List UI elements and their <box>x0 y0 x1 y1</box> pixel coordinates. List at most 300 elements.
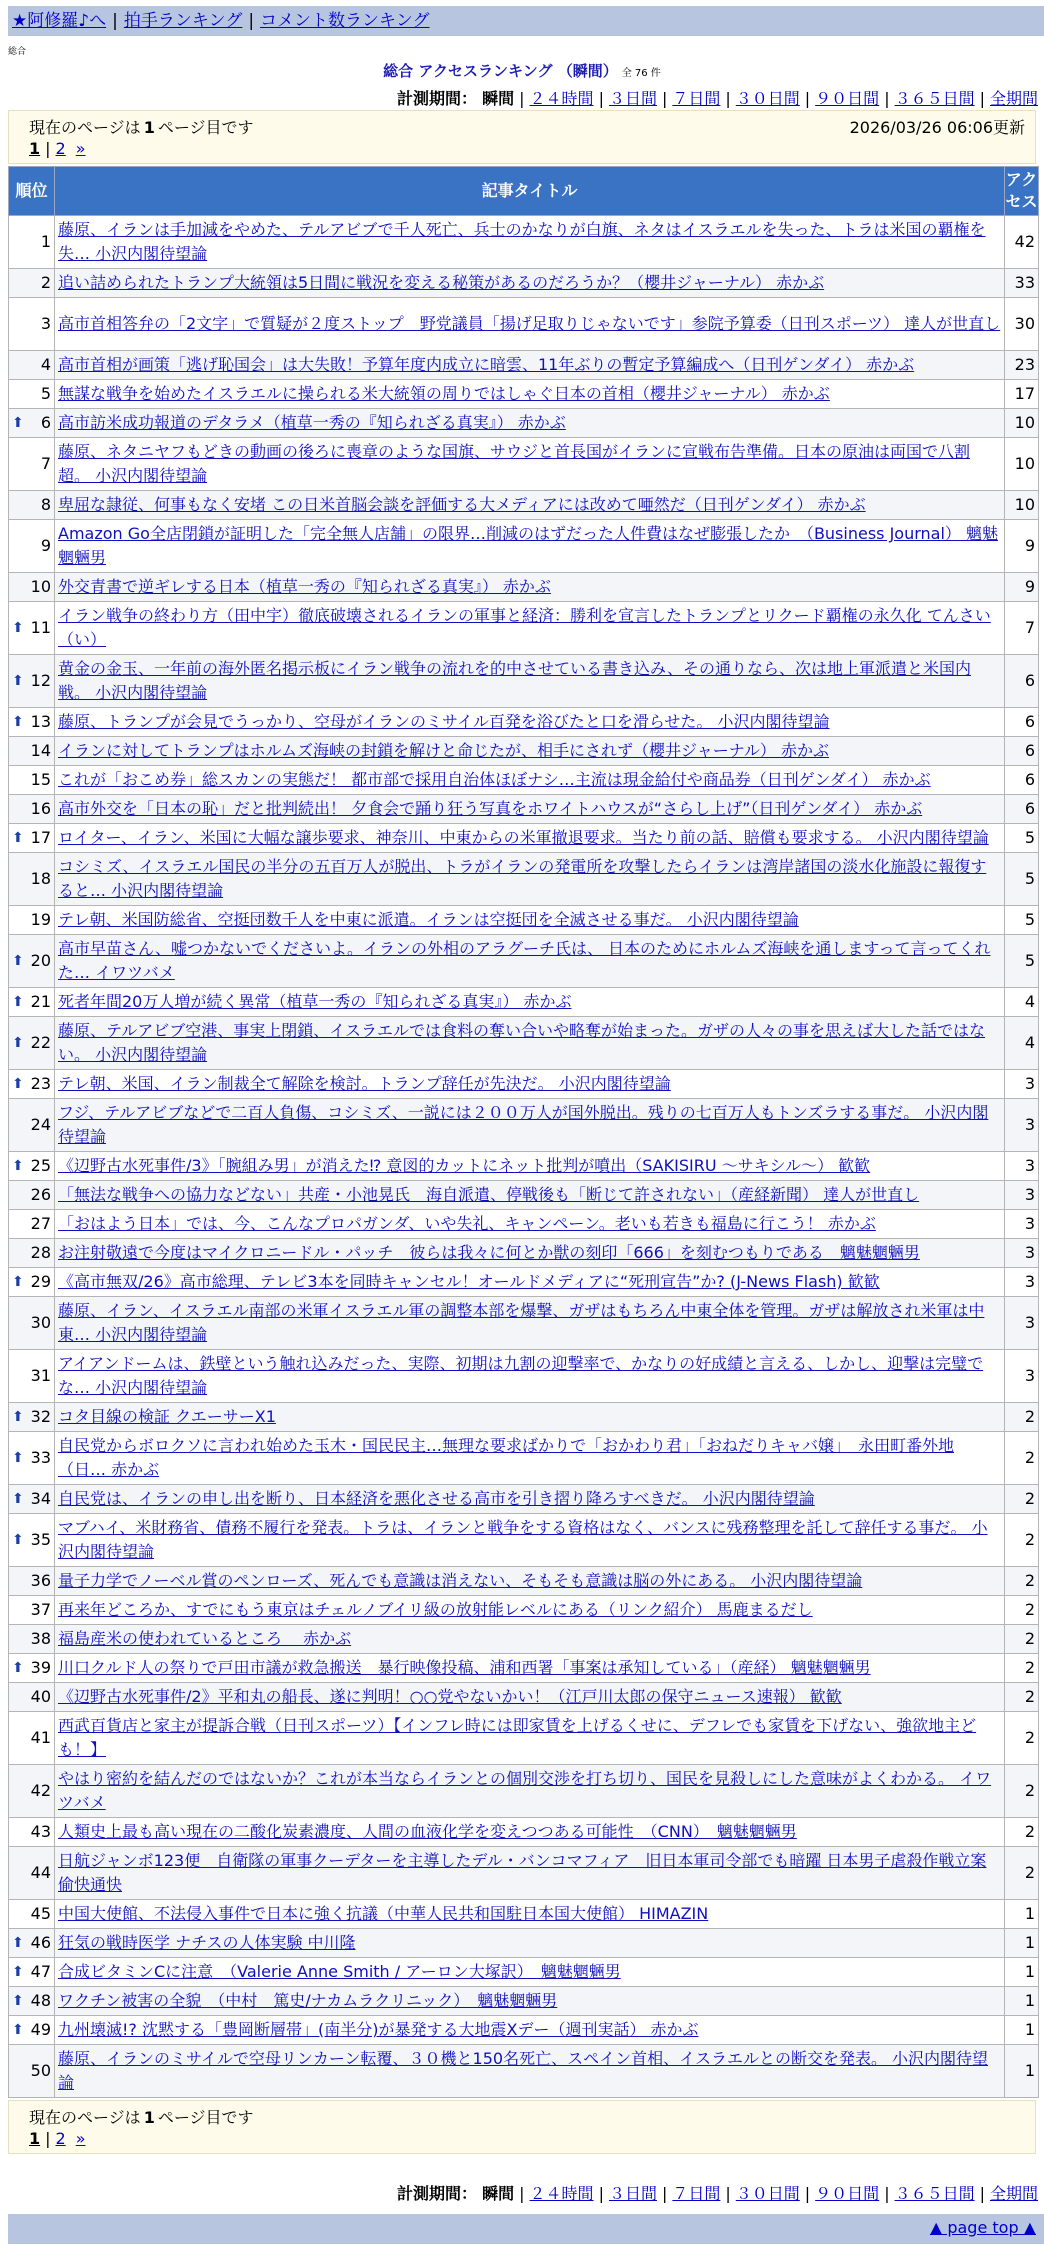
access-count: 6 <box>1005 795 1039 824</box>
title-cell <box>55 655 1005 708</box>
table-row <box>9 1485 1039 1514</box>
access-count: 30 <box>1005 298 1039 351</box>
rank-cell <box>9 1181 55 1210</box>
page-title-text: 総合 アクセスランキング （瞬間） <box>383 62 618 80</box>
access-count: 2 <box>1005 1712 1039 1765</box>
article-link[interactable]: 高市訪米成功報道のデタラメ（植草一秀の『知られざる真実』） 赤かぶ <box>58 413 566 432</box>
access-count: 7 <box>1005 602 1039 655</box>
period-link-30d[interactable]: ３０日間 <box>735 2184 800 2203</box>
table-row <box>9 708 1039 737</box>
period-label: 計測期間： <box>397 89 478 108</box>
title-cell <box>55 708 1005 737</box>
article-link[interactable]: 高市首相が画策「逃げ恥国会」は大失敗！予算年度内成立に暗雲、11年ぶりの暫定予算編成へ（日刊ゲンダイ） 赤かぶ <box>58 355 915 374</box>
period-link-365d[interactable]: ３６５日間 <box>894 89 975 108</box>
period-link-all[interactable]: 全期間 <box>989 2184 1038 2203</box>
table-row <box>9 906 1039 935</box>
table-row <box>9 1403 1039 1432</box>
article-link[interactable]: 藤原、イラン、イスラエル南部の米軍イスラエル軍の調整本部を爆撃、ガザはもちろん中東全体を管理。ガザは解放され米軍は中東… 小沢内閣待望論 <box>58 1301 985 1344</box>
rank-cell <box>9 491 55 520</box>
rank-up-arrow-icon: ⬆ <box>12 1076 24 1092</box>
access-count: 6 <box>1005 708 1039 737</box>
table-row <box>9 1818 1039 1847</box>
pager: 1 | 2 » <box>29 2129 86 2148</box>
rank-number: 48 <box>30 1991 51 2010</box>
rank-number: 37 <box>30 1600 51 1619</box>
rank-cell <box>9 1239 55 1268</box>
nav-separator: | <box>112 11 118 31</box>
access-count: 6 <box>1005 655 1039 708</box>
period-link-365d[interactable]: ３６５日間 <box>894 2184 975 2203</box>
rank-cell <box>9 1987 55 2016</box>
article-link[interactable]: マブハイ、米財務省、債務不履行を発表。トラは、イランと戦争をする資格はなく、バンスに残務整理を託して辞任する事だ。 小沢内閣待望論 <box>58 1518 988 1561</box>
access-count: 9 <box>1005 520 1039 573</box>
period-selector-bottom: 計測期間： 瞬間 | ２４時間 | ３日間 | ７日間 | ３０日間 | ９０日間 | ３６５日間 | 全期間 <box>397 2184 1038 2203</box>
title-cell <box>55 795 1005 824</box>
pager-page-2[interactable]: 2 <box>55 2129 66 2148</box>
rank-cell <box>9 655 55 708</box>
article-link[interactable]: 卑屈な隷従、何事もなく安堵 この日米首脳会談を評価する大メディアには改めて唖然だ（日刊ゲンダイ） 赤かぶ <box>58 495 866 514</box>
rank-cell <box>9 351 55 380</box>
article-link[interactable]: 狂気の戦時医学 ナチスの人体実験 中川隆 <box>58 1933 356 1952</box>
access-count: 4 <box>1005 988 1039 1017</box>
total-count: 全 76 件 <box>621 68 661 79</box>
access-count: 4 <box>1005 1017 1039 1070</box>
page-top-bar <box>8 2214 1044 2244</box>
access-count: 1 <box>1005 1929 1039 1958</box>
rank-number: 29 <box>30 1272 51 1291</box>
title-cell <box>55 1712 1005 1765</box>
period-link-7d[interactable]: ７日間 <box>672 89 721 108</box>
article-link[interactable]: 無謀な戦争を始めたイスラエルに操られる米大統領の周りではしゃぐ日本の首相（櫻井ジャーナル） 赤かぶ <box>58 384 830 403</box>
article-link[interactable]: 死者年間20万人増が続く異常（植草一秀の『知られざる真実』） 赤かぶ <box>58 992 572 1011</box>
table-row <box>9 2016 1039 2045</box>
rank-up-arrow-icon: ⬆ <box>12 1450 24 1466</box>
title-cell <box>55 1596 1005 1625</box>
table-row <box>9 1654 1039 1683</box>
period-current: 瞬間 <box>482 2184 515 2203</box>
rank-cell <box>9 602 55 655</box>
rank-number: 49 <box>30 2020 51 2039</box>
article-link[interactable]: Amazon Go全店閉鎖が証明した「完全無人店舗」の限界…削減のはずだった人件費はなぜ膨張したか （Business Journal） 魑魅魍魎男 <box>58 524 999 567</box>
article-link[interactable]: 藤原、ネタニヤフもどきの動画の後ろに喪章のような国旗、サウジと首長国がイランに宣戦布告準備。日本の原油は両国で八割超。 小沢内閣待望論 <box>58 442 971 485</box>
rank-number: 7 <box>40 454 51 473</box>
access-count: 6 <box>1005 737 1039 766</box>
access-count: 42 <box>1005 216 1039 269</box>
title-cell <box>55 1654 1005 1683</box>
rank-number: 21 <box>30 992 51 1011</box>
article-link[interactable]: 自民党は、イランの申し出を断り、日本経済を悪化させる高市を引き摺り降ろすべきだ。 小沢内閣待望論 <box>58 1489 815 1508</box>
access-count: 2 <box>1005 1432 1039 1485</box>
rank-number: 36 <box>30 1571 51 1590</box>
rank-number: 35 <box>30 1530 51 1549</box>
access-count: 6 <box>1005 766 1039 795</box>
access-count: 1 <box>1005 1900 1039 1929</box>
rank-number: 12 <box>30 671 51 690</box>
rank-cell <box>9 1596 55 1625</box>
rank-cell <box>9 298 55 351</box>
rank-up-arrow-icon: ⬆ <box>12 1035 24 1051</box>
rank-number: 27 <box>30 1214 51 1233</box>
period-link-30d[interactable]: ３０日間 <box>735 89 800 108</box>
title-cell <box>55 1181 1005 1210</box>
ranking-table-body <box>9 216 1039 2098</box>
article-link[interactable]: イラン戦争の終わり方（田中宇）徹底破壊されるイランの軍事と経済：勝利を宣言したトランプとリクード覇権の永久化 てんさい（い） <box>58 606 991 649</box>
title-cell <box>55 1268 1005 1297</box>
access-count: 3 <box>1005 1268 1039 1297</box>
rank-cell <box>9 1485 55 1514</box>
article-link[interactable]: イランに対してトランプはホルムズ海峡の封鎖を解けと命じたが、相手にされず（櫻井ジャーナル） 赤かぶ <box>58 741 830 760</box>
article-link[interactable]: 「無法な戦争への協力などない」共産・小池晃氏 海自派遣、停戦後も「断じて許されない」（産経新聞） 達人が世直し <box>58 1185 920 1204</box>
ranking-table <box>8 166 1039 2098</box>
title-cell <box>55 216 1005 269</box>
rank-cell <box>9 1818 55 1847</box>
table-row <box>9 1210 1039 1239</box>
period-link-all[interactable]: 全期間 <box>989 89 1038 108</box>
title-cell <box>55 906 1005 935</box>
table-row <box>9 438 1039 491</box>
period-link-24h[interactable]: ２４時間 <box>529 2184 594 2203</box>
table-row <box>9 520 1039 573</box>
rank-cell <box>9 1152 55 1181</box>
table-row <box>9 1765 1039 1818</box>
rank-cell <box>9 1567 55 1596</box>
article-link[interactable]: アイアンドームは、鉄壁という触れ込みだった、実際、初期は九割の迎撃率で、かなりの好成績と言える、しかし、迎撃は完璧でな… 小沢内閣待望論 <box>58 1354 984 1397</box>
article-link[interactable]: 日航ジャンボ123便 自衛隊の軍事クーデターを主導したデル・バンコマフィア 旧日本軍司令部でも暗躍 日本男子虐殺作戦立案偷快通快 <box>58 1851 987 1894</box>
table-row <box>9 655 1039 708</box>
rank-up-arrow-icon: ⬆ <box>12 1532 24 1548</box>
table-row <box>9 853 1039 906</box>
rank-number: 20 <box>30 951 51 970</box>
article-link[interactable]: 合成ビタミンCに注意 （Valerie Anne Smith / アーロン大塚訳） 魑魅魍魎男 <box>58 1962 621 1981</box>
rank-number: 32 <box>30 1407 51 1426</box>
rank-up-arrow-icon: ⬆ <box>12 1158 24 1174</box>
table-row <box>9 1297 1039 1350</box>
table-row <box>9 1017 1039 1070</box>
table-row <box>9 1514 1039 1567</box>
rank-up-arrow-icon: ⬆ <box>12 1964 24 1980</box>
article-link[interactable]: 川口クルド人の祭りで戸田市議が救急搬送 暴行映像投稿、浦和西署「事案は承知している」（産経） 魑魅魍魎男 <box>58 1658 871 1677</box>
rank-cell <box>9 824 55 853</box>
title-cell <box>55 766 1005 795</box>
article-link[interactable]: 高市早苗さん、嘘つかないでくださいよ。イランの外相のアラグーチ氏は、 日本のためにホルムズ海峡を通しますって言ってくれた… イワツバメ <box>58 939 991 982</box>
table-row <box>9 351 1039 380</box>
rank-cell <box>9 766 55 795</box>
access-count: 23 <box>1005 351 1039 380</box>
table-row <box>9 491 1039 520</box>
page-status-text: 現在のページは 1 ページ目です <box>29 118 254 137</box>
rank-number: 47 <box>30 1962 51 1981</box>
table-row <box>9 824 1039 853</box>
rank-cell <box>9 1432 55 1485</box>
access-count: 3 <box>1005 1297 1039 1350</box>
table-row <box>9 1432 1039 1485</box>
rank-number: 19 <box>30 910 51 929</box>
article-link[interactable]: 藤原、トランプが会見でうっかり、空母がイランのミサイル百発を浴びたと口を滑らせた。 小沢内閣待望論 <box>58 712 830 731</box>
rank-cell <box>9 216 55 269</box>
rank-up-arrow-icon: ⬆ <box>12 994 24 1010</box>
rank-up-arrow-icon: ⬆ <box>12 1660 24 1676</box>
nav-clap-ranking-link[interactable]: 拍手ランキング <box>123 11 243 31</box>
pager-next[interactable]: » <box>75 2129 86 2148</box>
pager-next[interactable]: » <box>75 139 86 158</box>
rank-cell <box>9 1297 55 1350</box>
rank-number: 16 <box>30 799 51 818</box>
rank-number: 2 <box>40 273 51 292</box>
category-tag: 総合 <box>8 47 27 57</box>
article-link[interactable]: 西武百貨店と家主が提訴合戦（日刊スポーツ）【インフレ時には即家賃を上げるくせに、デフレでも家賃を下げない、強欲地主ども！】 <box>58 1716 977 1759</box>
article-link[interactable]: 藤原、イランのミサイルで空母リンカーン転覆、３０機と150名死亡、スペイン首相、イスラエルとの断交を発表。 小沢内閣待望論 <box>58 2049 989 2092</box>
article-link[interactable]: 《辺野古水死事件/3》「腕組み男」が消えた⁉ 意図的カットにネット批判が噴出（SAKISIRU ～サキシル～） 歓歓 <box>58 1156 871 1175</box>
table-row <box>9 409 1039 438</box>
rank-up-arrow-icon: ⬆ <box>12 1409 24 1425</box>
access-count: 2 <box>1005 1683 1039 1712</box>
title-cell <box>55 1485 1005 1514</box>
rank-cell <box>9 1625 55 1654</box>
page-title <box>0 60 1044 81</box>
article-link[interactable]: コシミズ、イスラエル国民の半分の五百万人が脱出、トラがイランの発電所を攻撃したらイランは湾岸諸国の淡水化施設に報復すると… 小沢内閣待望論 <box>58 857 987 900</box>
rank-cell <box>9 1210 55 1239</box>
rank-number: 50 <box>30 2061 51 2080</box>
article-link[interactable]: 藤原、テルアビブ空港、事実上閉鎖、イスラエルでは食料の奪い合いや略奪が始まった。ガザの人々の事を思えば大した話ではない。 小沢内閣待望論 <box>58 1021 986 1064</box>
article-link[interactable]: 外交青書で逆ギレする日本（植草一秀の『知られざる真実』） 赤かぶ <box>58 577 551 596</box>
pager-page-2[interactable]: 2 <box>55 139 66 158</box>
rank-up-arrow-icon: ⬆ <box>12 620 24 636</box>
rank-number: 15 <box>30 770 51 789</box>
access-count: 33 <box>1005 269 1039 298</box>
access-count: 3 <box>1005 1070 1039 1099</box>
access-count: 10 <box>1005 409 1039 438</box>
table-row <box>9 1596 1039 1625</box>
article-link[interactable]: 中国大使館、不法侵入事件で日本に強く抗議（中華人民共和国駐日本国大使館） HIMAZIN <box>58 1904 709 1923</box>
rank-cell <box>9 1070 55 1099</box>
rank-number: 4 <box>40 355 51 374</box>
rank-cell <box>9 1712 55 1765</box>
table-row <box>9 766 1039 795</box>
page-status-panel-bottom <box>8 2100 1036 2154</box>
rank-cell <box>9 520 55 573</box>
rank-up-arrow-icon: ⬆ <box>12 1274 24 1290</box>
table-row <box>9 269 1039 298</box>
title-cell <box>55 1514 1005 1567</box>
access-count: 9 <box>1005 573 1039 602</box>
access-count: 1 <box>1005 1987 1039 2016</box>
title-cell <box>55 988 1005 1017</box>
article-link[interactable]: 「おはよう日本」では、今、こんなプロパガンダ、いや失礼、キャンペーン。老いも若きも福島に行こう！ 赤かぶ <box>58 1214 876 1233</box>
period-link-3d[interactable]: ３日間 <box>608 89 657 108</box>
title-cell <box>55 1152 1005 1181</box>
rank-up-arrow-icon: ⬆ <box>12 2022 24 2038</box>
access-count: 3 <box>1005 1152 1039 1181</box>
access-count: 3 <box>1005 1350 1039 1403</box>
article-link[interactable]: テレ朝、米国防総省、空挺団数千人を中東に派遣。イランは空挺団を全滅させる事だ。 小沢内閣待望論 <box>58 910 799 929</box>
pager-current-page[interactable]: 1 <box>29 2129 41 2148</box>
rank-number: 34 <box>30 1489 51 1508</box>
title-cell <box>55 1567 1005 1596</box>
rank-cell <box>9 1958 55 1987</box>
access-count: 2 <box>1005 1567 1039 1596</box>
rank-cell <box>9 573 55 602</box>
article-link[interactable]: 《高市無双/26》高市総理、テレビ3本を同時キャンセル！オールドメディアに“死刑宣告”か? (J-News Flash) 歓歓 <box>58 1272 880 1291</box>
title-cell <box>55 1350 1005 1403</box>
nav-separator: | <box>248 11 255 31</box>
title-cell <box>55 1765 1005 1818</box>
access-count: 2 <box>1005 1818 1039 1847</box>
period-link-24h[interactable]: ２４時間 <box>529 89 594 108</box>
table-row <box>9 1070 1039 1099</box>
rank-number: 1 <box>40 232 51 251</box>
article-link[interactable]: ロイター、イラン、米国に大幅な譲歩要求、神奈川、中東からの米軍撤退要求。当たり前の話、賠償も要求する。 小沢内閣待望論 <box>58 828 989 847</box>
access-count: 2 <box>1005 1514 1039 1567</box>
rank-number: 41 <box>30 1728 51 1747</box>
rank-cell <box>9 1514 55 1567</box>
title-cell <box>55 1210 1005 1239</box>
title-cell <box>55 2045 1005 2098</box>
article-link[interactable]: 高市外交を「日本の恥」だと批判続出！ 夕食会で踊り狂う写真をホワイトハウスが“さらし上げ”（日刊ゲンダイ） 赤かぶ <box>58 799 923 818</box>
rank-cell <box>9 935 55 988</box>
title-cell <box>55 1297 1005 1350</box>
article-link[interactable]: 人類史上最も高い現在の二酸化炭素濃度、人間の血液化学を変えつつある可能性 （CNN） 魑魅魍魎男 <box>58 1822 797 1841</box>
title-cell <box>55 438 1005 491</box>
rank-cell <box>9 1683 55 1712</box>
page-top-link[interactable]: ▲ page top ▲ <box>929 2218 1036 2237</box>
access-count: 3 <box>1005 1239 1039 1268</box>
article-link[interactable]: お注射敬遠で今度はマイクロニードル・パッチ 彼らは我々に何とか獣の刻印「666」を刻むつもりである 魑魅魍魎男 <box>58 1243 920 1262</box>
article-link[interactable]: 黄金の金玉、一年前の海外匿名掲示板にイラン戦争の流れを的中させている書き込み、その通りなら、次は地上軍派遣と米国内戦。 小沢内閣待望論 <box>58 659 971 702</box>
rank-number: 23 <box>30 1074 51 1093</box>
article-link[interactable]: 自民党からボロクソに言われ始めた玉木・国民民主…無理な要求ばかりで「おかわり君」「おねだりキャバ嬢」 永田町番外地（日… 赤かぶ <box>58 1436 955 1479</box>
article-link[interactable]: 藤原、イランは手加減をやめた、テルアビブで千人死亡、兵士のかなりが白旗、ネタはイスラエルを失った、トラは米国の覇権を失… 小沢内閣待望論 <box>58 220 986 263</box>
table-row <box>9 795 1039 824</box>
rank-cell <box>9 2045 55 2098</box>
title-cell <box>55 2016 1005 2045</box>
title-cell <box>55 1239 1005 1268</box>
column-header-access: アクセス <box>1005 167 1039 216</box>
title-cell <box>55 1929 1005 1958</box>
article-link[interactable]: 再来年どころか、すでにもう東京はチェルノブイリ級の放射能レベルにある（リンク紹介） 馬鹿まるだし <box>58 1600 813 1619</box>
period-link-90d[interactable]: ９０日間 <box>815 89 880 108</box>
access-count: 2 <box>1005 1625 1039 1654</box>
title-cell <box>55 1958 1005 1987</box>
rank-number: 18 <box>30 869 51 888</box>
title-cell <box>55 602 1005 655</box>
table-row <box>9 1625 1039 1654</box>
access-count: 5 <box>1005 853 1039 906</box>
table-row <box>9 1181 1039 1210</box>
title-cell <box>55 1847 1005 1900</box>
page-status-panel <box>8 110 1036 164</box>
access-count: 2 <box>1005 1403 1039 1432</box>
rank-up-arrow-icon: ⬆ <box>12 673 24 689</box>
nav-comment-ranking-link[interactable]: コメント数ランキング <box>260 11 430 31</box>
table-row <box>9 602 1039 655</box>
rank-cell <box>9 1765 55 1818</box>
title-cell <box>55 269 1005 298</box>
article-link[interactable]: 量子力学でノーベル賞のペンローズ、死んでも意識は消えない、そもそも意識は脳の外にある。 小沢内閣待望論 <box>58 1571 863 1590</box>
article-link[interactable]: 高市首相答弁の「2文字」で質疑が２度ストップ 野党議員「揚げ足取りじゃないです」参院予算委（日刊スポーツ） 達人が世直し <box>58 314 1001 333</box>
rank-cell <box>9 1017 55 1070</box>
article-link[interactable]: 九州壊滅!? 沈黙する「豊岡断層帯」(南半分)が暴発する大地震Xデー（週刊実話） 赤かぶ <box>58 2020 699 2039</box>
access-count: 10 <box>1005 491 1039 520</box>
article-link[interactable]: やはり密約を結んだのではないか？これが本当ならイランとの個別交渉を打ち切り、国民を見殺しにした意味がよくわかる。 イワツバメ <box>58 1769 992 1812</box>
rank-up-arrow-icon: ⬆ <box>12 415 24 431</box>
title-cell <box>55 1403 1005 1432</box>
rank-cell <box>9 1268 55 1297</box>
article-link[interactable]: コタ目線の検証 クエーサーX1 <box>58 1407 276 1426</box>
rank-cell <box>9 1654 55 1683</box>
title-cell <box>55 1683 1005 1712</box>
table-row <box>9 1683 1039 1712</box>
article-link[interactable]: 《辺野古水死事件/2》平和丸の船長、遂に判明！○○党やないかい！（江戸川太郎の保守ニュース速報） 歓歓 <box>58 1687 842 1706</box>
rank-cell <box>9 795 55 824</box>
table-row <box>9 573 1039 602</box>
rank-cell <box>9 988 55 1017</box>
period-link-3d[interactable]: ３日間 <box>608 2184 657 2203</box>
table-row <box>9 1847 1039 1900</box>
access-count: 5 <box>1005 824 1039 853</box>
access-count: 5 <box>1005 935 1039 988</box>
rank-number: 9 <box>40 536 51 555</box>
top-nav-bar <box>8 6 1044 36</box>
rank-number: 13 <box>30 712 51 731</box>
title-cell <box>55 520 1005 573</box>
table-row <box>9 1099 1039 1152</box>
table-row <box>9 1268 1039 1297</box>
pager-current-page[interactable]: 1 <box>29 139 41 158</box>
period-link-7d[interactable]: ７日間 <box>672 2184 721 2203</box>
rank-cell <box>9 708 55 737</box>
rank-number: 10 <box>30 577 51 596</box>
rank-cell <box>9 380 55 409</box>
rank-number: 31 <box>30 1366 51 1385</box>
table-row <box>9 737 1039 766</box>
rank-number: 5 <box>40 384 51 403</box>
title-cell <box>55 298 1005 351</box>
rank-up-arrow-icon: ⬆ <box>12 953 24 969</box>
rank-number: 30 <box>30 1313 51 1332</box>
rank-number: 38 <box>30 1629 51 1648</box>
title-cell <box>55 1625 1005 1654</box>
rank-up-arrow-icon: ⬆ <box>12 1491 24 1507</box>
title-cell <box>55 853 1005 906</box>
title-cell <box>55 409 1005 438</box>
article-link[interactable]: 福島産米の使われているところ 赤かぶ <box>58 1629 352 1648</box>
title-cell <box>55 351 1005 380</box>
article-link[interactable]: これが「おこめ券」総スカンの実態だ！ 都市部で採用自治体ほぼナシ…主流は現金給付や商品券（日刊ゲンダイ） 赤かぶ <box>58 770 931 789</box>
title-cell <box>55 573 1005 602</box>
rank-number: 25 <box>30 1156 51 1175</box>
title-cell <box>55 737 1005 766</box>
rank-cell <box>9 1847 55 1900</box>
access-count: 5 <box>1005 906 1039 935</box>
article-link[interactable]: ワクチン被害の全貌 （中村 篤史/ナカムラクリニック） 魑魅魍魎男 <box>58 1991 558 2010</box>
table-row <box>9 1900 1039 1929</box>
rank-cell <box>9 269 55 298</box>
period-label: 計測期間： <box>397 2184 478 2203</box>
nav-home-link[interactable]: ★阿修羅♪へ <box>12 11 107 31</box>
title-cell <box>55 491 1005 520</box>
title-cell <box>55 1900 1005 1929</box>
article-link[interactable]: テレ朝、米国、イラン制裁全て解除を検討。トランプ辞任が先決だ。 小沢内閣待望論 <box>58 1074 671 1093</box>
rank-number: 3 <box>40 314 51 333</box>
period-link-90d[interactable]: ９０日間 <box>815 2184 880 2203</box>
article-link[interactable]: フジ、テルアビブなどで二百人負傷、コシミズ、一説には２００万人が国外脱出。残りの七百万人もトンズラする事だ。 小沢内閣待望論 <box>58 1103 989 1146</box>
table-row <box>9 1152 1039 1181</box>
table-row <box>9 1929 1039 1958</box>
table-row <box>9 1987 1039 2016</box>
rank-up-arrow-icon: ⬆ <box>12 714 24 730</box>
access-count: 1 <box>1005 2045 1039 2098</box>
article-link[interactable]: 追い詰められたトランプ大統領は5日間に戦況を変える秘策があるのだろうか？（櫻井ジャーナル） 赤かぶ <box>58 273 825 292</box>
